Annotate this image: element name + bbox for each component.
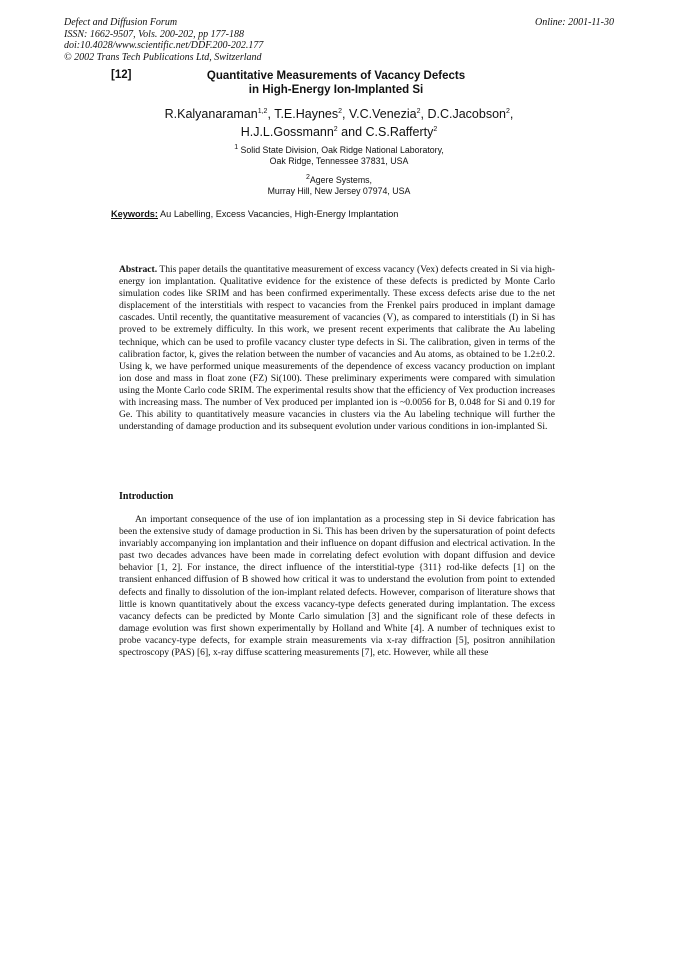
introduction-heading: Introduction	[119, 491, 174, 502]
keywords-text: Au Labelling, Excess Vacancies, High-Energy Implantation	[160, 209, 399, 219]
issn-line: ISSN: 1662-9507, Vols. 200-202, pp 177-188	[64, 28, 244, 40]
author-conjunction: and	[337, 125, 366, 140]
affiliation-mark: 1	[234, 144, 239, 151]
author-separator: ,	[420, 107, 428, 122]
author-affiliation-mark: 2	[506, 108, 510, 115]
author-affiliation-mark: 2	[433, 126, 438, 134]
doi-line[interactable]: doi:10.4028/www.scientific.net/DDF.200-202.177	[64, 40, 264, 51]
author-affiliation-mark: 2	[416, 108, 421, 115]
affiliation-text: Agere Systems,	[309, 174, 372, 185]
author-line-1	[100, 104, 578, 122]
keywords-label: Keywords:	[111, 209, 158, 219]
author-affiliation-mark: 2	[338, 108, 343, 115]
copyright-line: © 2002 Trans Tech Publications Ltd, Switzerland	[64, 51, 262, 63]
author-affiliation-mark: 2	[333, 126, 338, 134]
author-separator: ,	[342, 107, 349, 122]
online-date: Online: 2001-11-30	[535, 17, 614, 28]
abstract-text: This paper details the quantitative measurement of excess vacancy (Vex) defects created in Si via high-energy ion implantation. Qualitative evidence for the existence of these defects is predicted by Monte Carlo simulation codes like SRIM and has been confirmed experimentally. These excess defects arise due to the net displacement of the interstitials with respect to vacancies from the Frenkel pairs produced in implant damage cascades. Until recently, the quantitative measurement of vacancies (V), as compared to interstitials (I) in Si has proved to be extremely difficulty. In this work, we present recent experiments that calibrate the Au labeling technique, which can be used to profile vacancy cluster type defects in Si. The calibration, given in terms of the calibration factor, k, gives the relation between the number of vacancies and Au atoms, as obtained to be 1.2±0.2. Using k, we have performed unique measurements of the dependence of excess vacancy production on implant ion dose and mass in float zone (FZ) Si(100). These preliminary experiments were compared with simulation using the Monte Carlo code SRIM. The experimental results show that the efficiency of Vex production increases with increasing mass. The number of Vex produced per implanted ion is ~0.0056 for B, 0.048 for Si and 0.19 for Ge. This ability to quantitatively measure vacancies in clusters via the Au labeling technique will further the understanding of damage production and its subsequent evolution under various conditions in ion-implanted Si.	[119, 264, 555, 433]
author-list	[100, 104, 578, 140]
author-separator: ,	[267, 107, 275, 122]
introduction-text: An important consequence of the use of ion implantation as a processing step in Si device fabrication has been the extensive study of damage production in Si. This has been driven by the supersaturation of point defects invariably accompanying ion implantation and their influence on dopant diffusion and electrical activation. In the past two decades advances have been made in correlating defect evolution with dopant diffusion and device behavior [1, 2]. For instance, the direct influence of the interstitial-type {311} rod-like defects [1] on the transient enhanced diffusion of B showed how critical it was to understand the evolution from point to extended defects and finally to dissolution of the ion-implant related defects. However, comparison of literature shows that little is known quantitatively about the excess vacancy-type defects generated during implantation. The excess vacancy defects can be predicted by Monte Carlo simulation [3] and the significant role of these defects in damage evolution was first shown experimentally by Holland and White [4]. A number of techniques exist to probe vacancy-type defects, for example strain measurements via x-ray diffraction [5], positron annihilation spectroscopy (PAS) [6], x-ray diffuse scattering measurements [7], etc. However, while all these	[119, 514, 555, 659]
abstract-label: Abstract.	[119, 264, 158, 275]
author-separator: ,	[509, 107, 514, 122]
author-name: R.Kalyanaraman	[164, 107, 258, 122]
title-line-1: Quantitative Measurements of Vacancy Defects	[206, 70, 466, 82]
abstract	[119, 264, 555, 433]
author-name: D.C.Jacobson	[427, 107, 506, 122]
affiliation-2-line-1	[100, 172, 578, 186]
journal-name: Defect and Diffusion Forum	[64, 17, 178, 28]
affiliation-text: Solid State Division, Oak Ridge National Laboratory,	[240, 144, 444, 155]
affiliation-1-line-1	[100, 142, 578, 156]
affiliation-1	[100, 142, 578, 168]
author-line-2	[100, 122, 578, 140]
title-line-2: in High-Energy Ion-Implanted Si	[248, 84, 424, 96]
author-name: V.C.Venezia	[348, 107, 417, 122]
affiliation-2-line-2: Murray Hill, New Jersey 07974, USA	[267, 186, 411, 197]
author-name: H.J.L.Gossmann	[240, 125, 334, 140]
keywords	[111, 209, 398, 219]
reference-number: [12]	[111, 69, 132, 81]
affiliation-1-line-2: Oak Ridge, Tennessee 37831, USA	[269, 156, 409, 167]
author-name: C.S.Rafferty	[365, 125, 434, 140]
author-affiliation-mark: 1,2	[257, 108, 268, 115]
affiliation-mark: 2	[306, 174, 310, 181]
paper-title	[140, 69, 532, 97]
affiliation-2	[100, 172, 578, 198]
journal-header	[64, 17, 263, 63]
author-name: T.E.Haynes	[274, 107, 339, 122]
